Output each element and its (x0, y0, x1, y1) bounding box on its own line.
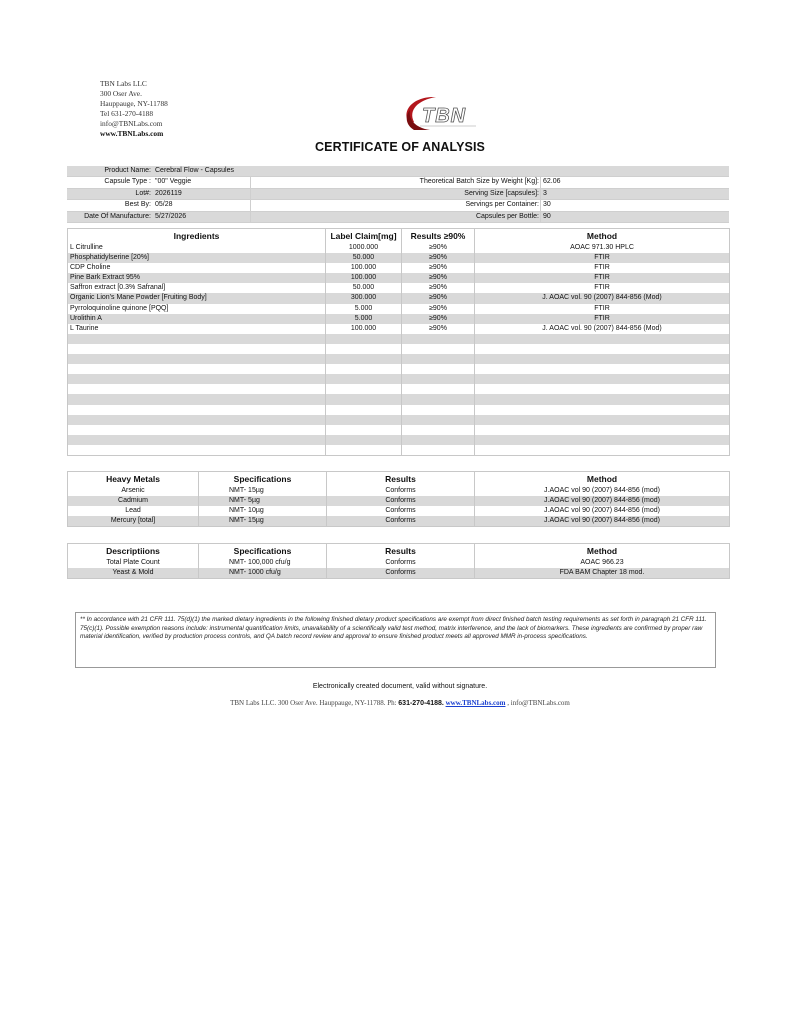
table-cell (68, 405, 326, 415)
table-cell (402, 344, 475, 354)
batch-size-label: Theoretical Batch Size by Weight [Kg]: (419, 178, 539, 186)
table-cell: Yeast & Mold (68, 568, 199, 579)
table-cell: Phosphatidylserine [20%] (68, 253, 326, 263)
table-cell: Conforms (327, 506, 475, 516)
batch-size: 62.06 (543, 178, 561, 186)
serving-size: 3 (543, 189, 547, 197)
table-cell: Total Plate Count (68, 558, 199, 568)
table-cell: J.AOAC vol 90 (2007) 844-856 (mod) (475, 496, 730, 506)
table-cell: Pine Bark Extract 95% (68, 273, 326, 283)
table-cell (475, 364, 730, 374)
table-cell: AOAC 971.30 HPLC (475, 243, 730, 253)
table-cell: NMT- 15µg (199, 516, 327, 527)
table-cell: Pyrroloquinoline quinone [PQQ] (68, 304, 326, 314)
table-cell: ≥90% (402, 324, 475, 334)
column-header: Heavy Metals (68, 472, 199, 487)
table-cell (402, 364, 475, 374)
table-cell (68, 445, 326, 456)
heavy-metals-body (68, 486, 730, 527)
table-cell: Arsenic (68, 486, 199, 496)
document-title: CERTIFICATE OF ANALYSIS (315, 140, 485, 154)
table-cell (68, 374, 326, 384)
capsule-type-label: Capsule Type : (104, 178, 151, 186)
table-row (68, 486, 730, 496)
lab-city: Hauppauge, NY-11788 (100, 99, 168, 108)
servings: 30 (543, 201, 551, 209)
lab-name: TBN Labs LLC (100, 79, 147, 88)
lab-info (100, 79, 168, 139)
table-row (68, 293, 730, 303)
table-cell: Urolithin A (68, 314, 326, 324)
footer-email: info@TBNLabs.com (510, 699, 570, 707)
table-row (68, 516, 730, 527)
table-cell: Conforms (327, 516, 475, 527)
table-cell (326, 364, 402, 374)
table-cell (326, 425, 402, 435)
product-row (67, 166, 729, 177)
table-cell (68, 394, 326, 404)
table-cell (402, 415, 475, 425)
product-row (67, 189, 729, 200)
table-cell: Conforms (327, 486, 475, 496)
table-cell: FTIR (475, 314, 730, 324)
lot-label: Lot#: (135, 189, 151, 197)
table-cell (68, 425, 326, 435)
table-row (68, 273, 730, 283)
column-header: Results (327, 544, 475, 559)
footer-separator: , (507, 699, 509, 707)
table-cell: 5.000 (326, 304, 402, 314)
table-cell: Mercury [total] (68, 516, 199, 527)
table-cell: J.AOAC vol 90 (2007) 844-856 (mod) (475, 486, 730, 496)
table-cell (402, 354, 475, 364)
product-name: Cerebral Flow - Capsules (155, 167, 234, 174)
table-row (68, 283, 730, 293)
divider (540, 176, 541, 223)
product-row (67, 177, 729, 188)
capsules-per-bottle: 90 (543, 212, 551, 220)
table-cell: ≥90% (402, 243, 475, 253)
table-cell (475, 344, 730, 354)
table-cell (475, 354, 730, 364)
table-cell: NMT- 5µg (199, 496, 327, 506)
column-header: Method (475, 544, 730, 559)
column-header: Method (475, 229, 730, 244)
table-cell: ≥90% (402, 283, 475, 293)
table-row (68, 243, 730, 253)
table-row (68, 314, 730, 324)
empty-row (68, 445, 730, 456)
table-cell: J. AOAC vol. 90 (2007) 844-856 (Mod) (475, 293, 730, 303)
table-cell (68, 415, 326, 425)
lab-website: www.TBNLabs.com (100, 129, 164, 138)
empty-row (68, 415, 730, 425)
empty-row (68, 344, 730, 354)
manufacture-date-label: Date Of Manufacture: (84, 212, 151, 220)
table-cell: ≥90% (402, 263, 475, 273)
table-cell: ≥90% (402, 293, 475, 303)
table-cell (326, 394, 402, 404)
capsules-per-bottle-label: Capsules per Bottle: (475, 212, 539, 220)
empty-row (68, 435, 730, 445)
table-cell (68, 334, 326, 344)
svg-text:TBN: TBN (422, 105, 467, 127)
table-cell: Organic Lion's Mane Powder [Fruiting Body] (68, 293, 326, 303)
table-cell: ≥90% (402, 304, 475, 314)
product-info (67, 166, 729, 223)
column-header: Results (327, 472, 475, 487)
table-cell (326, 334, 402, 344)
table-cell (326, 435, 402, 445)
lab-email: info@TBNLabs.com (100, 119, 163, 128)
empty-row (68, 354, 730, 364)
table-cell: FDA BAM Chapter 18 mod. (475, 568, 730, 579)
column-header: Specifications (199, 472, 327, 487)
table-cell (475, 435, 730, 445)
microbiology-table (67, 543, 730, 579)
table-cell: AOAC 966.23 (475, 558, 730, 568)
table-cell (326, 405, 402, 415)
table-cell (402, 384, 475, 394)
table-cell: 5.000 (326, 314, 402, 324)
table-cell: Cadmium (68, 496, 199, 506)
product-name-label: Product Name: (104, 167, 151, 174)
ingredients-table (67, 228, 730, 456)
table-cell (326, 445, 402, 456)
table-cell: 300.000 (326, 293, 402, 303)
table-cell: NMT- 10µg (199, 506, 327, 516)
table-header-row (68, 544, 730, 559)
table-cell: FTIR (475, 253, 730, 263)
table-cell (475, 374, 730, 384)
divider (250, 176, 251, 223)
table-cell (475, 384, 730, 394)
table-row (68, 558, 730, 568)
table-cell (402, 374, 475, 384)
table-cell: NMT- 100,000 cfu/g (199, 558, 327, 568)
signature-statement: Electronically created document, valid without signature. (312, 683, 488, 690)
empty-row (68, 405, 730, 415)
table-cell: Saffron extract [0.3% Safranal] (68, 283, 326, 293)
table-cell (402, 425, 475, 435)
table-cell (402, 394, 475, 404)
column-header: Label Claim[mg] (326, 229, 402, 244)
table-cell (326, 374, 402, 384)
table-header-row (68, 472, 730, 487)
table-cell: FTIR (475, 304, 730, 314)
table-cell (402, 405, 475, 415)
table-cell (326, 354, 402, 364)
table-cell: L Taurine (68, 324, 326, 334)
lab-tel: Tel 631-270-4188 (100, 109, 154, 118)
table-row (68, 568, 730, 579)
table-cell: Conforms (327, 496, 475, 506)
table-cell: 100.000 (326, 324, 402, 334)
table-cell: FTIR (475, 263, 730, 273)
table-cell (475, 394, 730, 404)
table-cell: 50.000 (326, 283, 402, 293)
table-cell: FTIR (475, 273, 730, 283)
table-cell (68, 344, 326, 354)
table-cell: NMT- 1000 cfu/g (199, 568, 327, 579)
table-cell (68, 435, 326, 445)
table-cell (326, 344, 402, 354)
table-cell (326, 415, 402, 425)
capsule-type: "00" Veggie (155, 178, 192, 186)
lot-number: 2026119 (155, 189, 182, 197)
table-cell (326, 384, 402, 394)
table-cell: CDP Choline (68, 263, 326, 273)
best-by: 05/28 (155, 201, 173, 209)
table-cell: J. AOAC vol. 90 (2007) 844-856 (Mod) (475, 324, 730, 334)
table-row (68, 263, 730, 273)
table-cell (402, 445, 475, 456)
empty-row (68, 364, 730, 374)
table-row (68, 324, 730, 334)
table-cell (475, 425, 730, 435)
table-cell: FTIR (475, 283, 730, 293)
microbiology-body (68, 558, 730, 579)
table-header-row (68, 229, 730, 244)
table-cell: ≥90% (402, 253, 475, 263)
footer-phone: 631-270-4188. (398, 700, 444, 707)
table-row (68, 496, 730, 506)
table-cell: L Citrulline (68, 243, 326, 253)
table-cell (475, 415, 730, 425)
footer-website-link[interactable]: www.TBNLabs.com (445, 699, 506, 707)
table-cell (475, 445, 730, 456)
tbn-logo (396, 94, 480, 138)
table-cell: J.AOAC vol 90 (2007) 844-856 (mod) (475, 506, 730, 516)
table-cell: ≥90% (402, 273, 475, 283)
regulatory-note: ** In accordance with 21 CFR 111. 75(d)(1) the marked dietary ingredients in the following finished dietary product specifications are exempt from direct finished batch testing requirements as set forth in paragraph 21 CFR 111. 75(c)(1). Possible exemption reasons include: instrumental quantification limits, unavailability of a scientifically valid test method, matrix interference, and the lack of biomarkers. These ingredients are confirmed by proper raw material identification, verified by production process controls, and QA batch record review and approval to ensure finished product meets all approved MMR in-process specifications. (75, 612, 716, 668)
serving-size-label: Serving Size [capsules]: (464, 189, 539, 197)
table-cell (402, 435, 475, 445)
table-cell: Conforms (327, 568, 475, 579)
heavy-metals-table (67, 471, 730, 527)
column-header: Descriptiions (68, 544, 199, 559)
lab-address: 300 Oser Ave. (100, 89, 142, 98)
table-cell (68, 364, 326, 374)
table-cell: J.AOAC vol 90 (2007) 844-856 (mod) (475, 516, 730, 527)
best-by-label: Best By: (124, 201, 151, 209)
empty-row (68, 425, 730, 435)
table-cell: 100.000 (326, 263, 402, 273)
table-cell (68, 384, 326, 394)
servings-label: Servings per Container: (465, 201, 539, 209)
column-header: Method (475, 472, 730, 487)
table-cell: ≥90% (402, 314, 475, 324)
table-cell (402, 334, 475, 344)
empty-row (68, 374, 730, 384)
table-row (68, 253, 730, 263)
product-row (67, 200, 729, 211)
ingredients-body (68, 243, 730, 455)
empty-row (68, 334, 730, 344)
column-header: Results ≥90% (402, 229, 475, 244)
table-cell: 100.000 (326, 273, 402, 283)
column-header: Specifications (199, 544, 327, 559)
table-cell (475, 334, 730, 344)
table-cell: Lead (68, 506, 199, 516)
table-cell: 50.000 (326, 253, 402, 263)
table-row (68, 506, 730, 516)
table-cell (68, 354, 326, 364)
empty-row (68, 394, 730, 404)
empty-row (68, 384, 730, 394)
product-row (67, 212, 729, 223)
table-cell: Conforms (327, 558, 475, 568)
footer (0, 699, 800, 707)
table-cell (475, 405, 730, 415)
table-cell: 1000.000 (326, 243, 402, 253)
table-row (68, 304, 730, 314)
column-header: Ingredients (68, 229, 326, 244)
table-cell: NMT- 15µg (199, 486, 327, 496)
manufacture-date: 5/27/2026 (155, 212, 187, 220)
footer-address: TBN Labs LLC. 300 Oser Ave. Hauppauge, NY-11788. Ph: (230, 699, 397, 707)
